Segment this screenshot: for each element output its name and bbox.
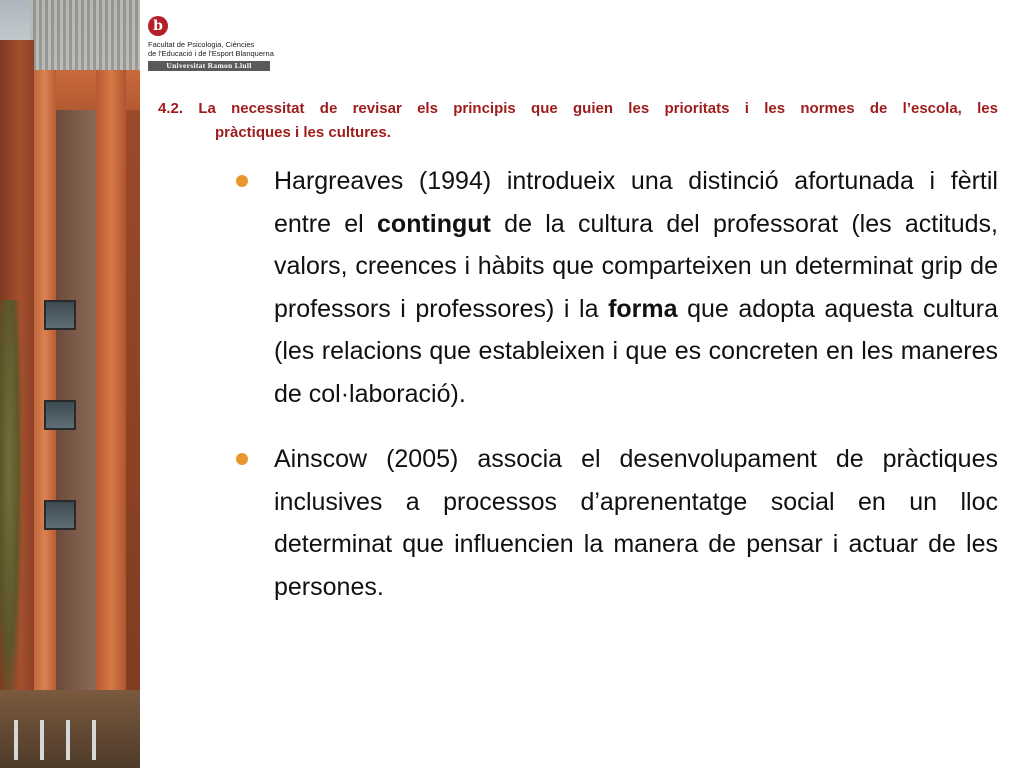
building-photo: [0, 0, 140, 768]
bullet-dot-icon: [236, 175, 248, 187]
bullet-bold-term: forma: [608, 294, 678, 323]
logo-text: [148, 40, 278, 58]
logo-line-2: de l'Educació i de l'Esport Blanquerna: [148, 49, 274, 58]
heading-line-1: 4.2. La necessitat de revisar els principis que guien les prioritats i les normes de l’escola, les: [158, 100, 998, 117]
bullet-list: [232, 160, 998, 631]
bullet-text: de la cultura del professorat (les actituds, valors, creences i hàbits que comparteixen un determinat grip de professors i professores) i la: [274, 209, 998, 323]
logo-university-bar: Universitat Ramon Llull: [148, 61, 270, 71]
faculty-logo: [148, 16, 278, 71]
bullet-item-hargreaves: [232, 160, 998, 415]
logo-line-1: Facultat de Psicologia, Ciències: [148, 40, 255, 49]
heading-line-2: pràctiques i les cultures.: [215, 124, 391, 141]
bullet-text: Hargreaves (1994) introdueix una distinció afortunada i fèrtil entre el: [274, 167, 998, 238]
bullet-item-ainscow: [232, 438, 998, 608]
logo-mark-icon: b: [148, 16, 168, 36]
bullet-bold-term: contingut: [377, 209, 491, 238]
bullet-text: que adopta aquesta cultura (les relacions que estableixen i que es concreten en les maneres de col·laboració).: [274, 294, 999, 408]
bullet-dot-icon: [236, 453, 248, 465]
slide-heading: [158, 97, 998, 145]
bullet-text: Ainscow (2005) associa el desenvolupament de pràctiques inclusives a processos d’aprenentatge social en un lloc determinat que influencien la manera de pensar i actuar de les persones.: [274, 445, 998, 601]
